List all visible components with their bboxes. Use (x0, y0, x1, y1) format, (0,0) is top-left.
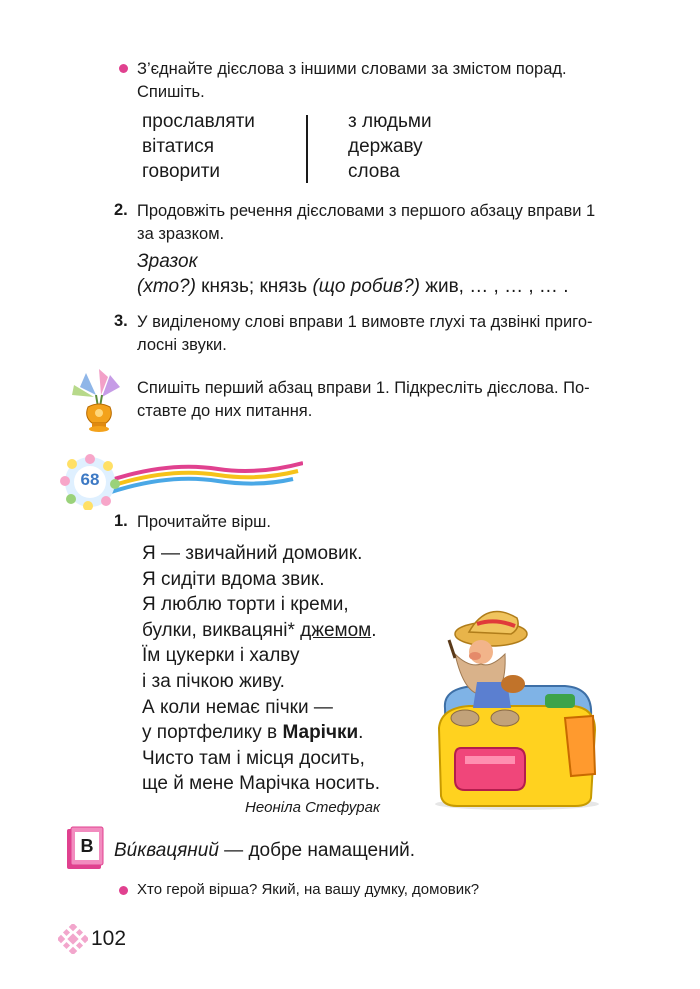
poem-line: Я — звичайний домовик. (142, 543, 363, 564)
page-number: 102 (91, 927, 127, 950)
table-divider (306, 115, 308, 183)
poem-author: Неоніла Стефурак (245, 799, 381, 816)
question-text: Хто герой вірша? Який, на вашу думку, домовик? (137, 881, 480, 898)
verb-item: прославляти (142, 111, 255, 132)
poem-line: ще й мене Марічка носить. (142, 773, 381, 795)
task-text-line: Спишіть. (137, 83, 205, 101)
noun-item: державу (348, 136, 423, 157)
question-italic: (що робив?) (312, 276, 420, 297)
question-italic: (хто?) (137, 276, 196, 297)
sample-label: Зразок (137, 251, 198, 272)
task-text-line: лосні звуки. (137, 336, 227, 354)
poem-text: булки, виквацяні* (142, 619, 301, 641)
poem-text: . (371, 619, 377, 641)
exercise-number: 68 (80, 470, 100, 489)
poem-text: у портфелику в (142, 722, 283, 744)
homework-text (137, 377, 640, 423)
task1-text: Прочитайте вірш. (137, 513, 271, 531)
ornament-icon (58, 924, 88, 954)
task-text-line: ставте до них питання. (137, 402, 313, 420)
exercise-ribbon (108, 455, 303, 495)
poem-line (142, 618, 380, 644)
task-text-line: Продовжіть речення дієсловами з першого абзацу вправи 1 (137, 202, 596, 220)
task-text-line: У виділеному слові вправи 1 вимовте глухі та дзвінкі приго- (137, 313, 593, 331)
task3-text (137, 311, 640, 357)
poem-line: Я сидіти вдома звик. (142, 568, 325, 590)
poem-line: Їм цукерки і халву (142, 645, 300, 667)
vocabulary-word: Ви́квацяний (114, 840, 219, 861)
poem-line: Я люблю торти і креми, (142, 594, 349, 616)
poem-line: А коли немає пічки — (142, 696, 333, 718)
match-right-column (348, 109, 432, 184)
bullet (119, 886, 128, 895)
sample-text: жив, … , … , … . (419, 276, 569, 297)
task-text-line: Спишіть перший абзац вправи 1. Підкресліть дієслова. По- (137, 379, 590, 397)
vocabulary-definition: — добре намащений. (218, 840, 416, 861)
task2-text (137, 200, 640, 246)
poem-line: Чисто там і місця досить, (142, 747, 365, 769)
sample-text: князь; князь (195, 276, 313, 297)
domovyk-illustration (425, 598, 603, 810)
homework-vase-icon (66, 365, 126, 435)
poem-line: і за пічкою живу. (142, 670, 285, 692)
underlined-word: джемом (300, 619, 372, 641)
bold-word: Марічки (282, 722, 359, 744)
task-bullet1 (137, 58, 640, 104)
task-number: 1. (114, 512, 128, 530)
match-left-column (142, 109, 255, 184)
poem-text: . (358, 722, 364, 744)
sample-line (137, 274, 568, 299)
task-text-line: З’єднайте дієслова з іншими словами за змістом порад. (137, 60, 567, 78)
verb-item: говорити (142, 161, 221, 182)
task-number: 3. (114, 312, 128, 330)
vocabulary-entry (114, 838, 415, 863)
poem-line (142, 720, 380, 746)
verb-item: вітатися (142, 136, 215, 157)
bullet (119, 64, 128, 73)
task-number: 2. (114, 201, 128, 219)
noun-item: з людьми (348, 111, 432, 132)
noun-item: слова (348, 161, 400, 182)
poem (142, 541, 380, 797)
task-text-line: за зразком. (137, 225, 225, 243)
vocabulary-badge: В (80, 836, 94, 856)
